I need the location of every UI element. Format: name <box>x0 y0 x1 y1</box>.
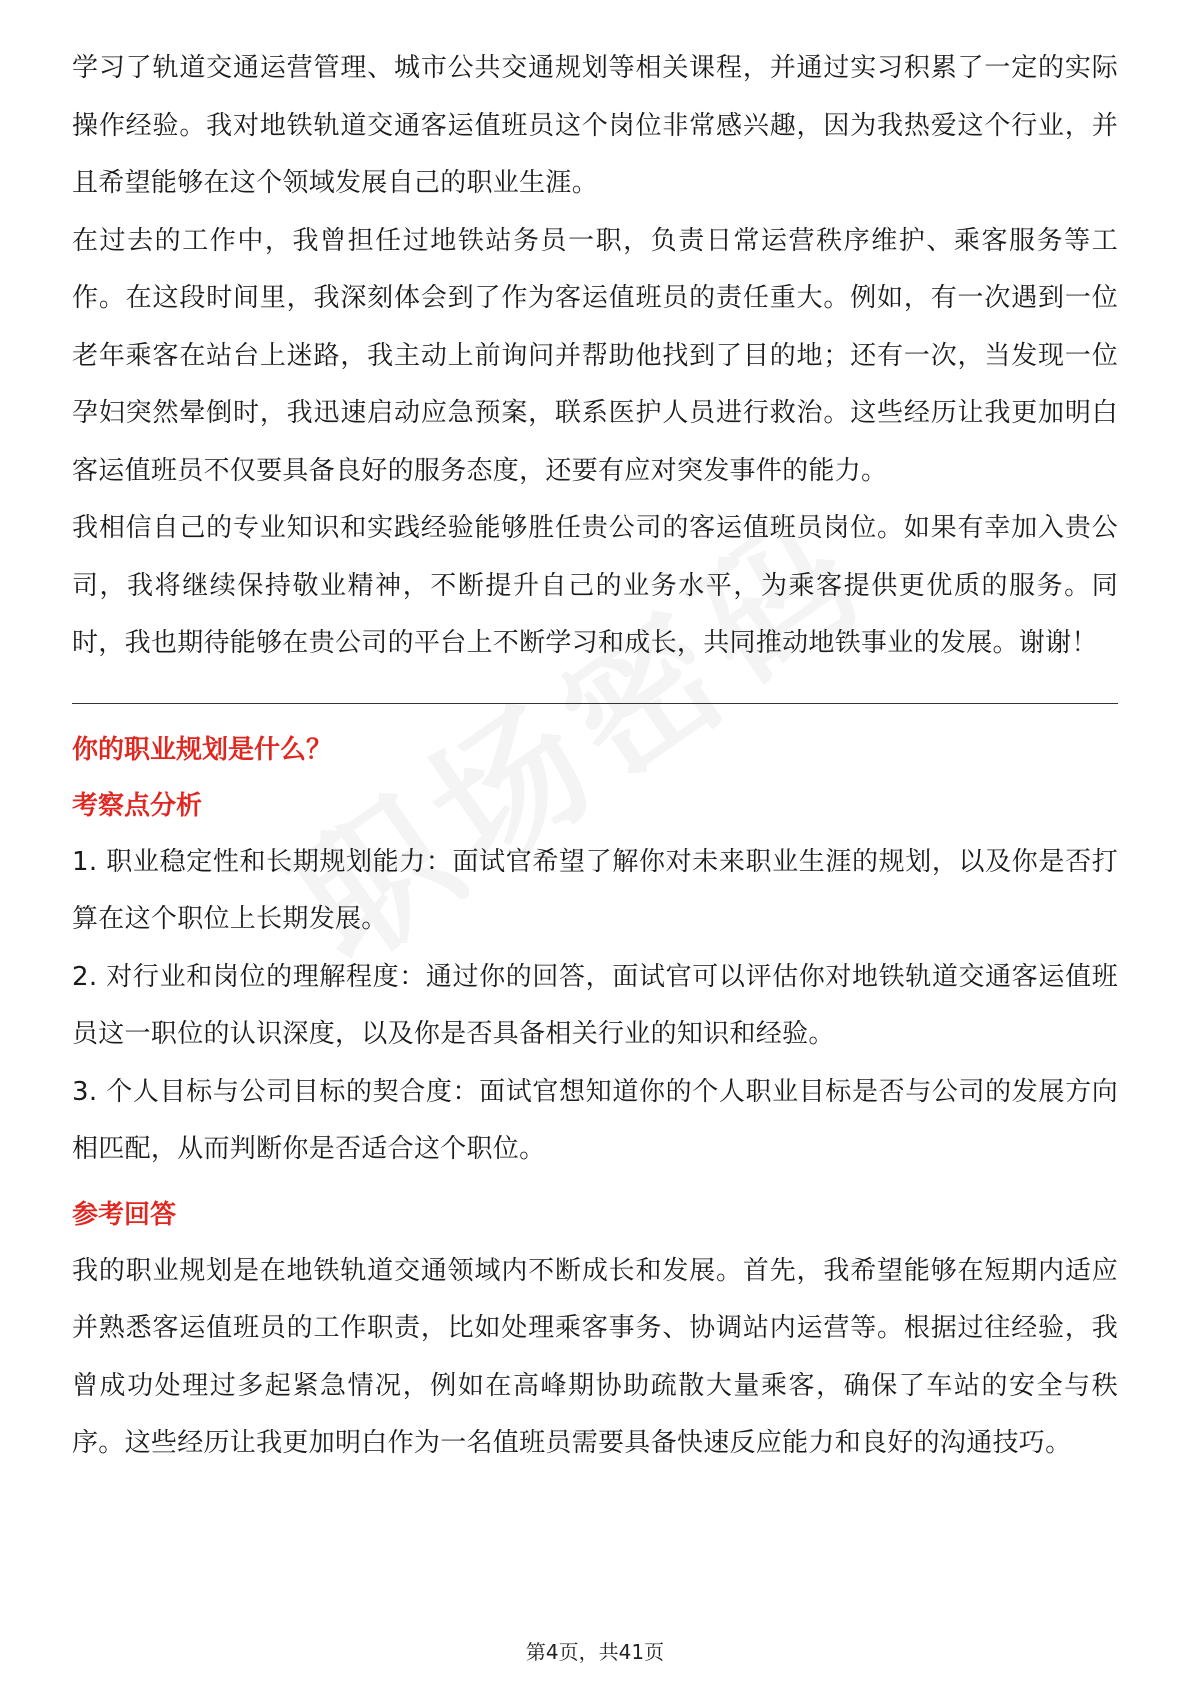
analysis-point: 1. 职业稳定性和长期规划能力：面试官希望了解你对未来职业生涯的规划，以及你是否打算在这个职位上长期发展。 <box>72 846 1118 934</box>
intro-paragraph: 我相信自己的专业知识和实践经验能够胜任贵公司的客运值班员岗位。如果有幸加入贵公司，我将继续保持敬业精神，不断提升自己的业务水平，为乘客提供更优质的服务。同时，我也期待能够在贵公司的平台上不断学习和成长，共同推动地铁事业的发展。谢谢！ <box>72 513 1118 658</box>
analysis-point: 3. 个人目标与公司目标的契合度：面试官想知道你的个人职业目标是否与公司的发展方向相匹配，从而判断你是否适合这个职位。 <box>72 1076 1118 1164</box>
intro-paragraph: 在过去的工作中，我曾担任过地铁站务员一职，负责日常运营秩序维护、乘客服务等工作。在这段时间里，我深刻体会到了作为客运值班员的责任重大。例如，有一次遇到一位老年乘客在站台上迷路，我主动上前询问并帮助他找到了目的地；还有一次，当发现一位孕妇突然晕倒时，我迅速启动应急预案，联系医护人员进行救治。这些经历让我更加明白客运值班员不仅要具备良好的服务态度，还要有应对突发事件的能力。 <box>72 225 1118 486</box>
analysis-point: 2. 对行业和岗位的理解程度：通过你的回答，面试官可以评估你对地铁轨道交通客运值班员这一职位的认识深度，以及你是否具备相关行业的知识和经验。 <box>72 961 1118 1049</box>
question-title: 你的职业规划是什么？ <box>72 734 333 765</box>
section-divider <box>72 703 1118 704</box>
intro-paragraph: 学习了轨道交通运营管理、城市公共交通规划等相关课程，并通过实习积累了一定的实际操作经验。我对地铁轨道交通客运值班员这个岗位非常感兴趣，因为我热爱这个行业，并且希望能够在这个领域发展自己的职业生涯。 <box>72 53 1118 198</box>
document-page <box>72 40 1118 1473</box>
answer-paragraph: 我的职业规划是在地铁轨道交通领域内不断成长和发展。首先，我希望能够在短期内适应并熟悉客运值班员的工作职责，比如处理乘客事务、协调站内运营等。根据过往经验，我曾成功处理过多起紧急情况，例如在高峰期协助疏散大量乘客，确保了车站的安全与秩序。这些经历让我更加明白作为一名值班员需要具备快速反应能力和良好的沟通技巧。 <box>72 1255 1118 1458</box>
answer-heading: 参考回答 <box>72 1199 177 1230</box>
page-number: 第4页，共41页 <box>525 1640 665 1664</box>
analysis-heading: 考察点分析 <box>72 790 203 821</box>
